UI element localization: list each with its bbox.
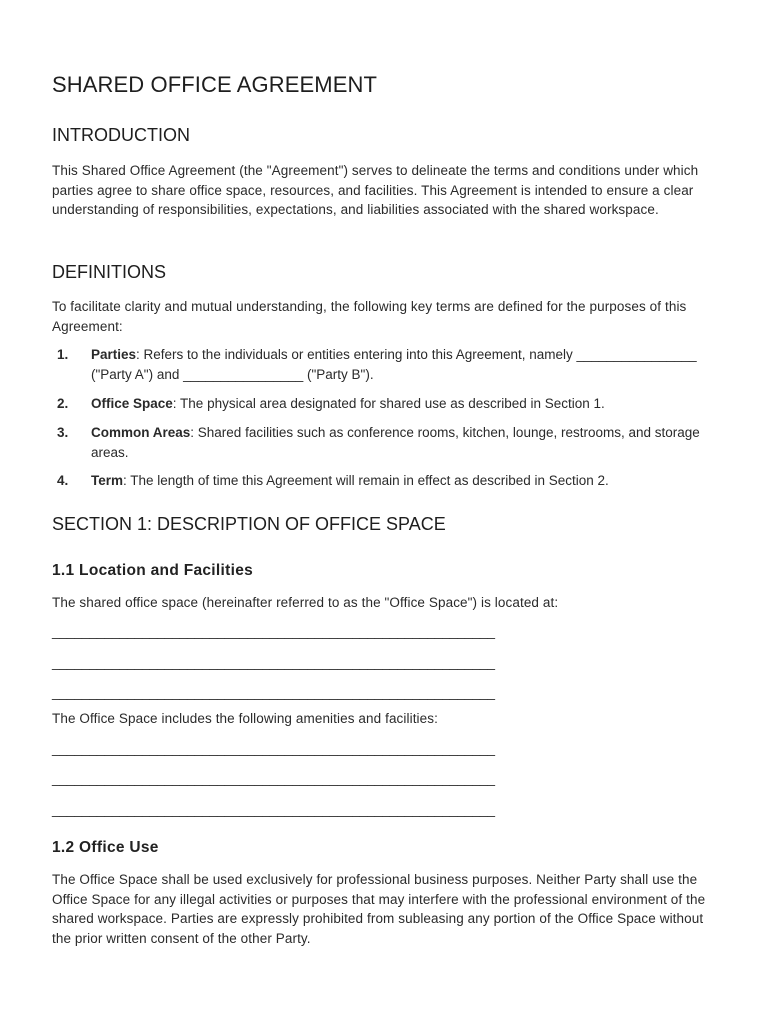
definition-text: : Shared facilities such as conference rooms, kitchen, lounge, restrooms, and storage areas. [91,425,700,460]
definition-text: : The length of time this Agreement will remain in effect as described in Section 2. [123,473,609,488]
definitions-heading: DEFINITIONS [52,262,167,282]
list-number: 3. [57,425,69,440]
location-text: The shared office space (hereinafter referred to as the "Office Space") is located at: [52,595,559,610]
amenities-text: The Office Space includes the following amenities and facilities: [52,711,438,726]
introduction-paragraph: This Shared Office Agreement (the "Agreement") serves to delineate the terms and conditions under which parties agree to share office space, resources, and facilities. This Agreement is intended to ensure a clear understanding of responsibilities, expectations, and liabilities associated with the shared workspace. [52,163,699,217]
definition-item [52,471,722,491]
definition-item [52,345,722,384]
subsection-1-2-heading: 1.2 Office Use [52,839,159,856]
list-number: 2. [57,396,69,411]
location-blank-line: ___________________________________________________________ [52,655,495,670]
definition-term: Term [91,473,124,488]
amenities-blank-line: ___________________________________________________________ [52,771,495,786]
introduction-heading: INTRODUCTION [52,125,190,145]
definition-text: : The physical area designated for shared use as described in Section 1. [172,396,605,411]
section1-heading: SECTION 1: DESCRIPTION OF OFFICE SPACE [52,514,446,534]
definition-term: Office Space [91,396,173,411]
amenities-blank-line: ___________________________________________________________ [52,741,495,756]
definition-term: Parties [91,347,137,362]
definition-term: Common Areas [91,425,191,440]
definition-text: : Refers to the individuals or entities entering into this Agreement, namely ________________ ("Party A") and ________________ ("Party B"). [91,347,697,382]
location-blank-line: ___________________________________________________________ [52,624,495,639]
subsection-1-1-heading: 1.1 Location and Facilities [52,562,254,579]
amenities-blank-line: ___________________________________________________________ [52,802,495,817]
location-blank-line: ___________________________________________________________ [52,685,495,700]
definition-item [52,423,722,462]
document-title: SHARED OFFICE AGREEMENT [52,72,378,97]
list-number: 1. [57,347,69,362]
office-use-paragraph: The Office Space shall be used exclusively for professional business purposes. Neither Party shall use the Office Space for any illegal activities or purposes that may interfere with the professional environment of the shared workspace. Parties are expressly prohibited from subleasing any portion of the Office Space without the prior written consent of the other Party. [52,872,706,946]
definition-item [52,394,722,414]
list-number: 4. [57,473,69,488]
definitions-intro: To facilitate clarity and mutual understanding, the following key terms are defined for the purposes of this Agreement: [52,299,687,334]
